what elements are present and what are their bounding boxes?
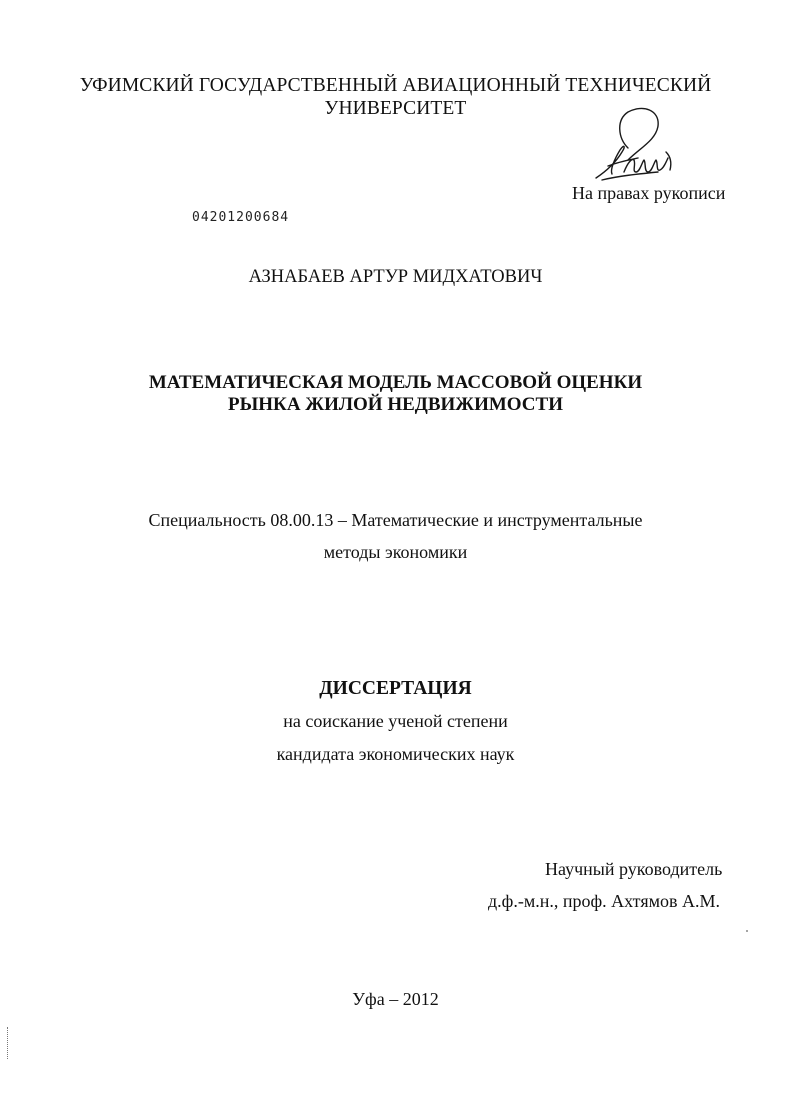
specialty-line2: методы экономики <box>323 542 468 562</box>
document-type-heading: ДИССЕРТАЦИЯ <box>319 678 472 699</box>
university-name-line1: УФИМСКИЙ ГОСУДАРСТВЕННЫЙ АВИАЦИОННЫЙ ТЕХНИЧЕСКИЙ <box>79 75 712 96</box>
scan-margin-artifact <box>7 1027 10 1059</box>
city-year: Уфа – 2012 <box>352 989 439 1009</box>
university-name-line2: УНИВЕРСИТЕТ <box>324 98 467 119</box>
handwritten-signature <box>588 100 688 190</box>
supervisor-name: д.ф.-м.н., проф. Ахтямов А.М. <box>488 891 720 911</box>
dissertation-title-line2: РЫНКА ЖИЛОЙ НЕДВИЖИМОСТИ <box>228 394 563 415</box>
degree-line1: на соискание ученой степени <box>283 711 508 731</box>
degree-line2: кандидата экономических наук <box>276 744 515 764</box>
registration-code: 04201200684 <box>192 210 290 225</box>
supervisor-label: Научный руководитель <box>545 859 723 879</box>
dissertation-title-line1: МАТЕМАТИЧЕСКАЯ МОДЕЛЬ МАССОВОЙ ОЦЕНКИ <box>148 372 643 393</box>
scan-speck <box>746 930 748 932</box>
author-name: АЗНАБАЕВ АРТУР МИДХАТОВИЧ <box>248 267 543 287</box>
manuscript-rights-note: На правах рукописи <box>572 183 726 203</box>
specialty-line1: Специальность 08.00.13 – Математические и инструментальные <box>148 510 643 530</box>
